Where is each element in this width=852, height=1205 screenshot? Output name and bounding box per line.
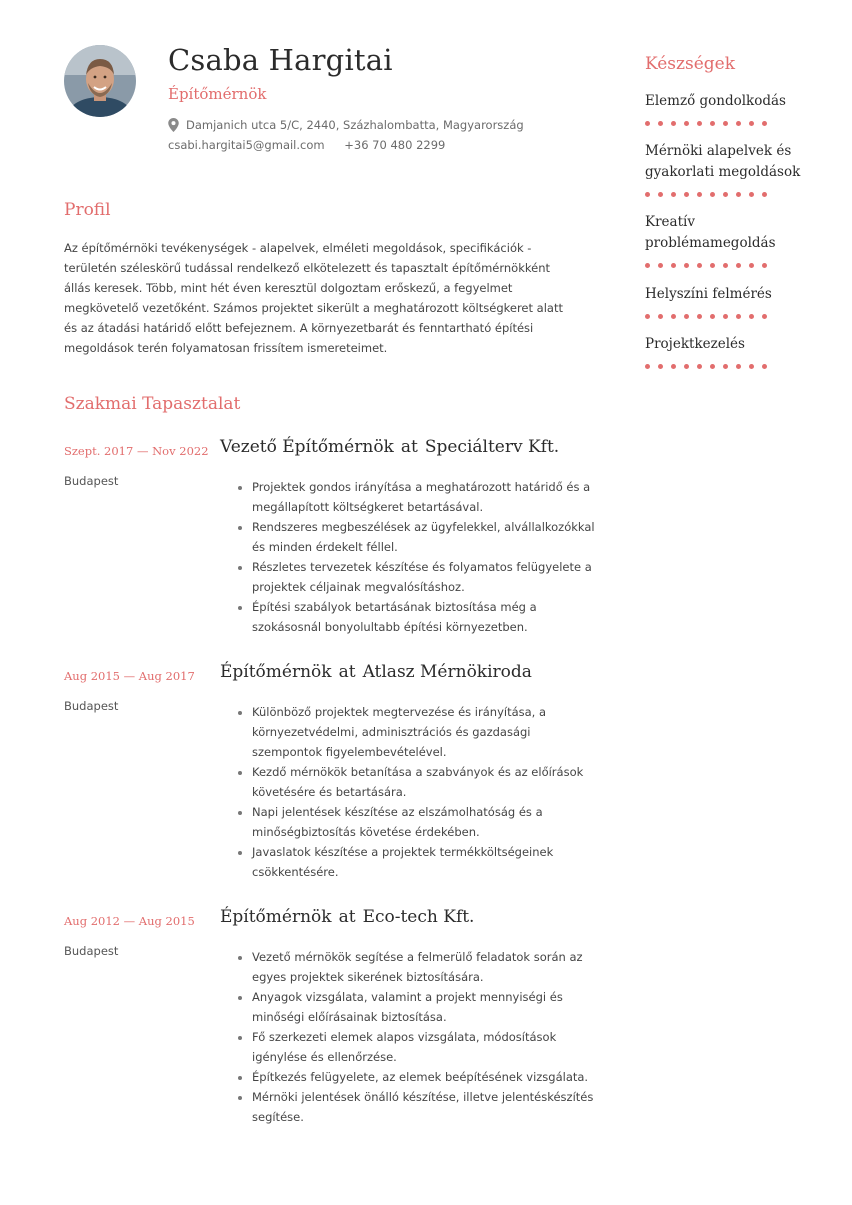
- skill-dot: [749, 192, 754, 197]
- skill-label: Kreatív problémamegoldás: [645, 214, 776, 251]
- job-city: Budapest: [64, 944, 119, 958]
- job-at: at: [338, 907, 356, 927]
- skill-dot: [710, 314, 715, 319]
- job-bullet: • Építési szabályok betartásának biztosítása még a szokásosnál bonyolultabb építési környezetben.: [252, 597, 597, 637]
- job-bullet: • Javaslatok készítése a projektek termékköltségeinek csökkentésére.: [252, 842, 597, 882]
- job-bullet: • Különböző projektek megtervezése és irányítása, a környezetvédelmi, adminisztrációs és gazdasági szempontok figyelembevételével.: [252, 702, 597, 762]
- job-bullet: • Kezdő mérnökök betanítása a szabványok és az előírások követésére és betartására.: [252, 762, 597, 802]
- address-text: Damjanich utca 5/C, 2440, Százhalombatta, Magyarország: [186, 118, 524, 132]
- profile-text: Az építőmérnöki tevékenységek - alapelvek, elméleti megoldások, specifikációk -területén széleskörű tudással rendelkező elkötelezett és tapasztalt építőmérnökként állás keresek. Több, mint hét éven keresztül dolgoztam erőskezű, a fegyelmet megkövetelő vezetőként. Számos projektet sikerült a meghatározott költségkeret alatt és az átadási határidő előtt befejeznem. A környezetbarát és fenntartható építési megoldások terén folyamatosan frissítem ismereteimet.: [64, 241, 563, 355]
- job-bullets: [234, 702, 597, 882]
- profile-heading: Profil: [64, 200, 111, 220]
- skill-dot: [658, 263, 663, 268]
- job-dates: Aug 2012 — Aug 2015: [64, 914, 195, 928]
- skill-dots: [645, 121, 825, 126]
- skill-dot: [749, 121, 754, 126]
- skill-dot: [645, 263, 650, 268]
- skill-dots: [645, 364, 825, 369]
- skill-dot: [723, 121, 728, 126]
- skill-dots: [645, 192, 825, 197]
- skill-dot: [762, 121, 767, 126]
- skill-dot: [723, 364, 728, 369]
- job-role: Vezető Építőmérnök: [220, 437, 394, 457]
- skill-dot: [671, 263, 676, 268]
- skill-dot: [671, 314, 676, 319]
- skill-dot: [762, 364, 767, 369]
- job-heading: [220, 662, 532, 682]
- job-bullet: • Építkezés felügyelete, az elemek beépítésének vizsgálata.: [252, 1067, 597, 1087]
- job-bullet: • Anyagok vizsgálata, valamint a projekt mennyiségi és minőségi előírásainak biztosítása.: [252, 987, 597, 1027]
- job-city: Budapest: [64, 699, 119, 713]
- job-dates: Szept. 2017 — Nov 2022: [64, 444, 209, 458]
- job-company: Speciálterv Kft.: [424, 437, 560, 457]
- skill-dot: [749, 263, 754, 268]
- job-role: Építőmérnök: [220, 907, 332, 927]
- skills-heading: Készségek: [645, 54, 736, 74]
- job-bullet: • Napi jelentések készítése az elszámolhatóság és a minőségbiztosítás követése érdekében.: [252, 802, 597, 842]
- skill-dot: [749, 364, 754, 369]
- skill-dot: [671, 121, 676, 126]
- skill-dot: [658, 364, 663, 369]
- skill-dot: [762, 192, 767, 197]
- skill-dot: [736, 121, 741, 126]
- skill-dot: [684, 121, 689, 126]
- skill-dot: [697, 192, 702, 197]
- address-row: [168, 118, 524, 132]
- skill-dot: [684, 192, 689, 197]
- job-bullets: [234, 947, 597, 1127]
- skill-label: Helyszíni felmérés: [645, 286, 772, 302]
- contact-row: [168, 138, 445, 152]
- skill-dot: [697, 314, 702, 319]
- job-bullets: [234, 477, 597, 637]
- skill-dot: [710, 121, 715, 126]
- skill-dot: [658, 314, 663, 319]
- candidate-title: Építőmérnök: [168, 85, 267, 103]
- skill-dot: [723, 263, 728, 268]
- skill-dot: [710, 263, 715, 268]
- job-bullet: • Rendszeres megbeszélések az ügyfelekkel, alvállalkozókkal és minden érdekelt féllel.: [252, 517, 597, 557]
- job-company: Eco-tech Kft.: [362, 907, 475, 927]
- phone-number: +36 70 480 2299: [344, 138, 446, 152]
- skill-dot: [671, 192, 676, 197]
- skill-dot: [658, 121, 663, 126]
- skill-dots: [645, 263, 825, 268]
- job-bullet: • Projektek gondos irányítása a meghatározott határidő és a megállapított költségkeret betartásával.: [252, 477, 597, 517]
- skill-dot: [684, 364, 689, 369]
- skill-dot: [658, 192, 663, 197]
- skill-dot: [697, 364, 702, 369]
- skill-dot: [723, 192, 728, 197]
- skill-label: Elemző gondolkodás: [645, 93, 786, 109]
- skill-dot: [749, 314, 754, 319]
- skill-dot: [736, 263, 741, 268]
- job-bullet: • Fő szerkezeti elemek alapos vizsgálata, módosítások igénylése és ellenőrzése.: [252, 1027, 597, 1067]
- location-pin-icon: [168, 118, 179, 132]
- skill-label: Mérnöki alapelvek és gyakorlati megoldások: [645, 143, 801, 180]
- job-company: Atlasz Mérnökiroda: [362, 662, 532, 682]
- skill-item: [645, 284, 825, 319]
- job-heading: [220, 437, 559, 457]
- job-bullet: • Részletes tervezetek készítése és folyamatos felügyelete a projektek céljainak megvalósításhoz.: [252, 557, 597, 597]
- skill-label: Projektkezelés: [645, 336, 745, 352]
- job-city: Budapest: [64, 474, 119, 488]
- skill-item: [645, 91, 825, 126]
- skill-item: [645, 212, 825, 268]
- skill-dots: [645, 314, 825, 319]
- avatar-photo: [64, 45, 136, 117]
- skill-dot: [762, 263, 767, 268]
- job-heading: [220, 907, 474, 927]
- skill-dot: [645, 192, 650, 197]
- skill-dot: [645, 364, 650, 369]
- skill-dot: [723, 314, 728, 319]
- skill-dot: [645, 121, 650, 126]
- skill-dot: [710, 192, 715, 197]
- skill-item: [645, 334, 825, 369]
- skill-dot: [736, 364, 741, 369]
- avatar: [64, 45, 136, 117]
- skill-dot: [762, 314, 767, 319]
- email-link[interactable]: csabi.hargitai5@gmail.com: [168, 138, 325, 152]
- skill-dot: [710, 364, 715, 369]
- skill-item: [645, 141, 825, 197]
- skill-dot: [684, 314, 689, 319]
- skill-dot: [736, 314, 741, 319]
- job-dates: Aug 2015 — Aug 2017: [64, 669, 195, 683]
- skill-dot: [671, 364, 676, 369]
- job-at: at: [338, 662, 356, 682]
- job-bullet: • Vezető mérnökök segítése a felmerülő feladatok során az egyes projektek sikerének biztosítására.: [252, 947, 597, 987]
- candidate-name: Csaba Hargitai: [168, 43, 393, 77]
- skill-dot: [736, 192, 741, 197]
- job-bullet: • Mérnöki jelentések önálló készítése, illetve jelentéskészítés segítése.: [252, 1087, 597, 1127]
- skill-dot: [645, 314, 650, 319]
- skill-dot: [697, 263, 702, 268]
- skill-dot: [684, 263, 689, 268]
- job-role: Építőmérnök: [220, 662, 332, 682]
- experience-heading: Szakmai Tapasztalat: [64, 394, 241, 414]
- skill-dot: [697, 121, 702, 126]
- job-at: at: [400, 437, 418, 457]
